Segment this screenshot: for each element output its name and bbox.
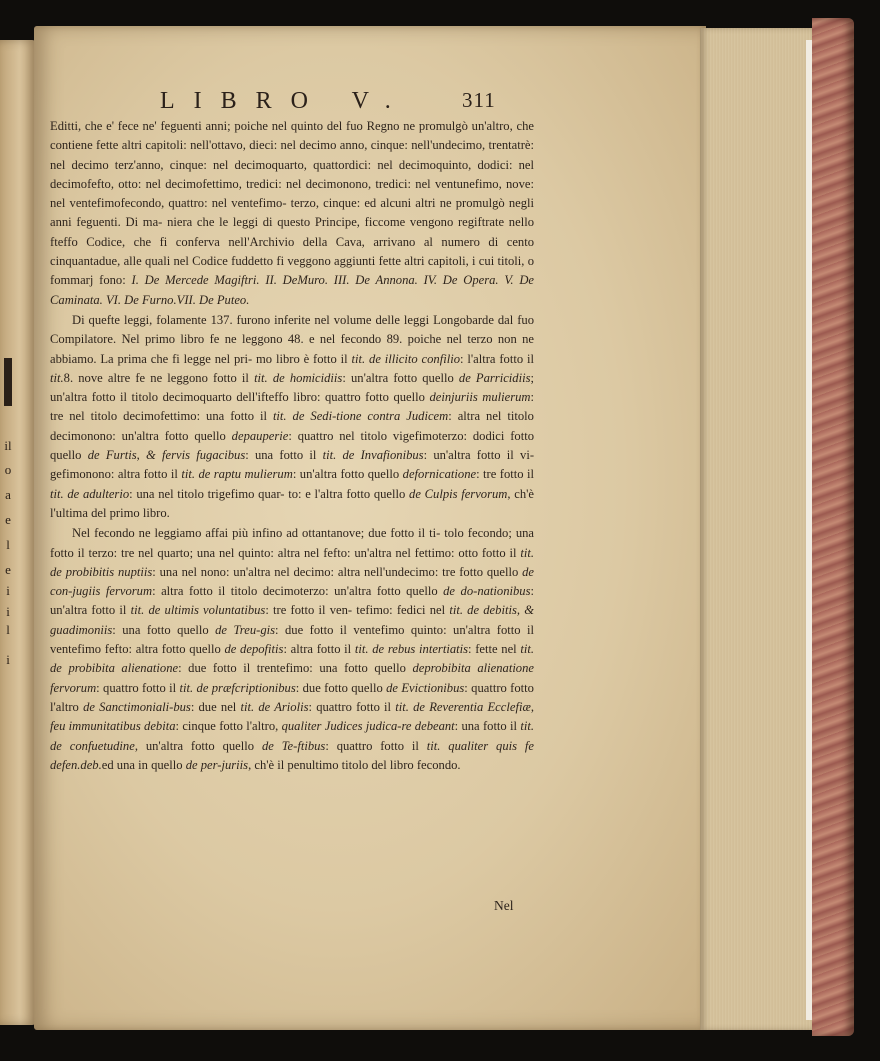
text-segment: : quattro fotto il [325,738,427,753]
margin-fragment: i [6,583,10,598]
text-segment: : tre fotto il ven- [265,603,357,618]
italic-text-segment: re debeant [401,719,455,734]
margin-fragment: l [6,622,10,637]
margin-fragment: il [4,438,12,453]
italic-text-segment: de Parricidiis [458,370,531,385]
text-segment: , ch'è il penultimo titolo del libro fecondo. [248,757,461,772]
italic-text-segment: & fervis fugacibus [146,448,246,463]
italic-text-segment: de Culpis fervorum [409,486,508,501]
text-segment: nono: un'altra nel decimo: altra nell'undecimo: tre fotto quello [200,564,523,579]
italic-text-segment: qualiter Judices judica- [281,719,402,734]
text-segment: : altra fotto il titolo decimoterzo: un'altra fotto quello [152,584,444,599]
italic-text-segment: tit. de præfcriptionibus [179,680,296,695]
text-segment: due fotto quello [302,680,387,695]
text-segment: : due nel [190,699,241,714]
text-segment: niera che le leggi di questo Principe, ficcome vengono regiftrate nello fteffo [50,215,534,249]
text-segment: : una fotto il [454,719,521,734]
text-segment: tefimo: fedici nel [356,603,450,618]
text-segment: : due fotto il ventefimo quinto: un'altra fotto il ventefimo fefto: altra [50,622,535,657]
text-segment: nel ventunefimo, nove: nel ventefimofecondo, quattro: nel ventefimo- [50,176,534,211]
text-segment: , [530,699,534,714]
text-segment: Nel fecondo ne leggiamo affai più infino ad ottantanove; due fotto il ti- [72,526,445,541]
text-segment: : una nel [152,564,201,579]
text-segment: : l'altra fotto il [460,351,534,366]
running-head [160,88,700,115]
text-segment: : cinque fotto l'altro, [175,719,282,734]
text-segment: : fette nel [468,642,521,657]
text-segment: Editti, che e' fece ne' feguenti anni; poiche nel quinto del fuo Regno ne [50,119,419,133]
italic-text-segment: de Evictionibus [386,680,465,695]
italic-text-segment: probibita alienatione fervorum [50,661,534,695]
text-segment: : due fotto il trentefimo: una fotto quello [178,661,413,676]
italic-text-segment: de Furtis [87,448,137,463]
italic-text-segment: Muro. III. De Annona. IV. De Opera. V. De Caminata. VI. De Furno. [50,273,535,307]
text-segment: : un'altra fotto quello [342,370,459,385]
text-segment: , ch'è l'ultima del primo [50,486,535,520]
italic-text-segment: injuriis mulierum [441,390,531,405]
catchword: Nel [494,898,514,913]
text-segment: cinque: nel decimoquarto, quattordici: nel decimoquinto, dodici: nel [169,157,535,172]
text-segment: ne leggono fotto il [150,370,255,385]
margin-fragment: e [5,562,11,577]
italic-text-segment: gis [260,622,276,637]
italic-text-segment: de Treu- [215,622,261,637]
text-segment: : altra fotto il [283,642,355,657]
text-segment: fefto: un'altra nel fettimo: otto fotto il [323,545,521,560]
margin-fragment: e [5,512,11,527]
text-segment: Longobarde dal fuo Compilatore. Nel primo libro fe ne leggono 48. e nel [50,312,534,347]
italic-text-segment: juriis [221,757,249,772]
italic-text-segment: tit. [50,370,64,385]
italic-text-segment: tione contra Judicem [336,409,449,424]
italic-text-segment: de [429,390,442,405]
italic-text-segment: de Sanctimoniali- [83,699,174,714]
text-segment: un'altra fotto il titolo decimoquarto dell'ifteffo libro: quattro fotto quello [50,390,430,405]
italic-text-segment: tit. de illicito confilio [351,351,460,366]
text-segment: tolo fecondo; una fotto il terzo: tre nel quarto; una nel quinto: altra nel [50,526,534,560]
marbled-cover [812,18,854,1036]
italic-text-segment: de Te- [261,738,298,753]
text-segment: : una fotto quello [112,622,216,637]
text-segment: 8. nove altre fe [63,370,151,385]
text-segment: : un'altra fotto il [50,584,534,618]
italic-text-segment: jugiis fervorum [72,584,153,599]
text-segment: gefimonono: altra fotto il [50,467,182,482]
text-segment: fecondo 89. poiche nel terzo non ne abbiamo. La prima che fi legge nel pri- [50,332,534,366]
text-segment: terzo, cinque: ed alcuni altri ne promulgò negli anni feguenti. Di ma- [50,196,535,230]
italic-text-segment: tit. de Invafionibus [322,448,424,463]
italic-text-segment: ftibus [297,738,326,753]
margin-fragment: i [6,604,10,619]
text-segment: : un'altra fotto quello [292,467,403,482]
italic-text-segment: nationibus [477,584,531,599]
italic-text-segment: de depofitis [224,642,284,657]
page-block-edges [700,28,812,1030]
text-segment: decimofefto, otto: nel decimofettimo, tredici: nel decimonono, tredici: [50,176,416,191]
italic-text-segment: tit. de probibita alienatione [50,642,535,676]
text-segment: mo libro è fotto il [256,351,352,366]
italic-text-segment: de do- [443,584,478,599]
italic-text-segment: fornicatione [414,467,477,482]
italic-text-segment: tit. qualiter quis fe defen.deb. [50,738,534,772]
text-segment: altri capitoli, i cui titoli, o fommarj fono: [50,254,534,288]
italic-text-segment: tit. de ultimis voluntatibus [130,603,266,618]
italic-text-segment: de [231,428,244,443]
paragraph [50,117,534,310]
text-segment: ; [530,370,534,385]
text-segment: : una nel titolo trigefimo quar- [129,486,289,501]
text-segment: : quattro nel titolo vigefimoterzo: dodici fotto quello [50,428,534,463]
margin-fragment: a [5,487,11,502]
italic-text-segment: tit. de Ariolis [240,699,309,714]
paragraph [50,524,534,775]
italic-text-segment: de con- [50,564,534,599]
paragraph [50,311,534,523]
margin-fragment: l [6,537,10,552]
text-segment: ed una in quello [101,757,186,772]
italic-text-segment: tit. de confuetudine [50,719,534,753]
body-text [50,117,534,775]
italic-text-segment: tit. de probibitis nuptiis [50,545,534,579]
italic-text-segment: tit. de Sedi- [272,409,337,424]
text-segment: libro. [142,505,170,520]
text-segment: : quattro fotto il [308,699,396,714]
previous-page-edge [0,40,36,1025]
italic-text-segment: tit. de debitis, & guadimoniis [50,603,534,637]
text-segment: promulgò un'altro, che contiene fette altri capitoli: nell'ottavo, dieci: nel [50,119,534,153]
text-segment: fotto quello [161,642,225,657]
italic-text-segment: VII. De Puteo. [176,292,250,307]
running-head-title: LIBRO V. [160,88,410,114]
text-segment: Di quefte leggi, folamente 137. furono inferite nel volume delle leggi [72,312,434,327]
text-segment: cento cinquantadue, alle quali nel Codice fuddetto fi veggono aggiunti fette [50,234,535,269]
italic-text-segment: bus [173,699,191,714]
italic-text-segment: de [402,467,415,482]
text-segment: , un'altra fotto quello [134,738,262,753]
italic-text-segment: tit. de adulterio [50,486,130,501]
margin-fragment: o [4,462,12,477]
italic-text-segment: tit. de raptu mulierum [181,467,293,482]
margin-fragment: r [5,390,11,405]
text-segment: : tre fotto il [476,467,535,482]
italic-text-segment: de [412,661,425,676]
text-segment: : quattro fotto il [96,680,180,695]
italic-text-segment: pauperie [243,428,289,443]
italic-text-segment: I. De Mercede Magiftri. II. De [131,273,298,288]
text-segment: decimo anno, cinque: nell'undecimo, trentatrè: nel decimo terz'anno, [50,138,534,172]
text-segment: : tre nel titolo decimofettimo: una fotto il [50,390,535,424]
text-segment: Codice, che fi conferva nell'Archivio della Cava, arrivano al numero di [86,234,507,249]
text-segment: , [136,448,147,463]
italic-text-segment: tit. de rebus intertiatis [354,642,469,657]
italic-text-segment: de per- [185,757,222,772]
italic-text-segment: tit. de Reverentia Ecclefiæ [395,699,531,714]
text-segment: : una fotto il [245,448,323,463]
text-segment: : [295,680,303,695]
text-segment: to: e l'altra fotto quello [288,486,410,501]
margin-fragment: i [6,652,10,667]
italic-text-segment: feu immunitatibus debita [50,719,176,734]
text-segment: : quattro fotto l'altro [50,680,534,714]
text-segment: : altra nel titolo decimonono: un'altra fotto quello [50,409,534,443]
page-number: 311 [462,88,496,112]
italic-text-segment: tit. de homicidiis [254,370,343,385]
text-segment: : un'altra fotto il vi- [423,448,535,463]
